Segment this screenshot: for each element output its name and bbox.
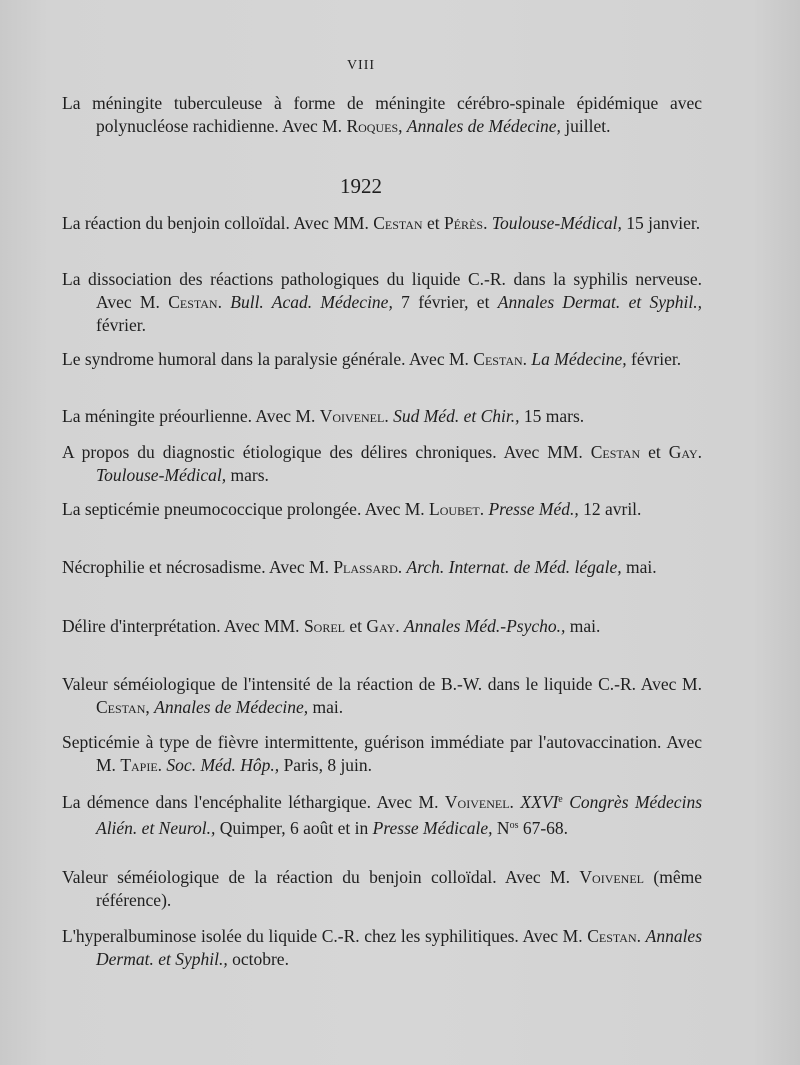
journal-title: Sud Méd. et Chir., [393, 406, 520, 426]
author-name: Cestan [587, 926, 637, 946]
journal-title: Presse Méd., [488, 499, 579, 519]
bibliography-entry-5 [62, 405, 702, 428]
entry-text: . [157, 755, 167, 775]
entry-text: mai. [565, 616, 601, 636]
entry-text: mars. [226, 465, 269, 485]
entry-text: . [483, 213, 492, 233]
entry-text: N [492, 818, 510, 838]
bibliography-entry-11 [62, 731, 702, 777]
entry-text: . [479, 499, 489, 519]
entry-text: . [697, 442, 702, 462]
entry-text: . [397, 557, 407, 577]
author-name: Cestan [373, 213, 423, 233]
bibliography-entry-2 [62, 212, 702, 235]
entry-text: mai. [308, 697, 344, 717]
entry-text: et [422, 213, 444, 233]
entry-text: octobre. [227, 949, 289, 969]
journal-title: Annales Méd.-Psycho., [404, 616, 566, 636]
author-name: Cestan [96, 697, 146, 717]
entry-text: Valeur séméiologique de l'intensité de la réaction de B.-W. dans le liquide C.-R. Avec M. [62, 674, 702, 694]
bibliography-entry-14 [62, 925, 702, 971]
entry-text: Délire d'interprétation. Avec MM. [62, 616, 304, 636]
entry-text: Le syndrome humoral dans la paralysie générale. Avec M. [62, 349, 474, 369]
author-name: Tapie [120, 755, 158, 775]
superscript: e [558, 794, 563, 805]
author-name: Cestan [473, 349, 523, 369]
author-name: Roques [346, 116, 399, 136]
bibliography-entry-4 [62, 348, 702, 371]
bibliography-entry-6 [62, 441, 702, 487]
journal-title: Annales de Médecine, [154, 697, 309, 717]
journal-title: Soc. Méd. Hôp., [166, 755, 280, 775]
bibliography-entry-9 [62, 615, 702, 638]
journal-title: Arch. Internat. de Méd. légale, [406, 557, 622, 577]
journal-title: Presse Médicale, [372, 818, 493, 838]
entry-text: 7 février, et [392, 292, 498, 312]
entry-text: et [345, 616, 367, 636]
entry-text: . [395, 616, 405, 636]
journal-title: Toulouse-Médical, [491, 213, 622, 233]
bibliography-entry-1 [62, 92, 702, 138]
entry-text: La méningite préourlienne. Avec M. [62, 406, 320, 426]
journal-title: La Médecine, [531, 349, 627, 369]
entry-text: Septicémie à type de fièvre intermittente, guérison immédiate par l'autovaccination. Avec M. [62, 732, 702, 775]
entry-text: . [384, 406, 394, 426]
bibliography-entry-3 [62, 268, 702, 337]
entry-text: , [398, 116, 407, 136]
journal-title: Toulouse-Médical, [96, 465, 227, 485]
entry-text: La démence dans l'encéphalite léthargique. Avec M. [62, 792, 445, 812]
bibliography-entry-10 [62, 673, 702, 719]
entry-text: La méningite tuberculeuse à forme de méningite cérébro-spinale épidémique avec polynucléose rachidienne. Avec M. [62, 93, 702, 136]
entry-text: Valeur séméiologique de la réaction du benjoin colloïdal. Avec M. [62, 867, 580, 887]
entry-text: La dissociation des réactions pathologiques du liquide C.-R. dans la syphilis nerveuse. Avec M. [62, 269, 702, 312]
journal-title: Annales Dermat. et Syphil., [497, 292, 703, 312]
entry-text: . [636, 926, 646, 946]
entry-text: 15 mars. [519, 406, 585, 426]
bibliography-entry-8 [62, 556, 702, 579]
journal-title: XXVI [520, 792, 559, 812]
page-number: VIII [346, 58, 376, 73]
author-name: Cestan [590, 442, 641, 462]
entry-text: juillet. [560, 116, 611, 136]
author-name: Gay [366, 616, 396, 636]
entry-text: 15 janvier. [621, 213, 701, 233]
author-name: Cestan [168, 292, 218, 312]
year-heading: 1922 [340, 174, 382, 198]
entry-text: février. [626, 349, 682, 369]
entry-text: Nécrophilie et nécrosadisme. Avec M. [62, 557, 334, 577]
journal-title: Annales Dermat. et Syphil., [96, 926, 703, 969]
entry-text: . [509, 792, 521, 812]
bibliography-entry-13 [62, 866, 702, 912]
entry-text: . [217, 292, 231, 312]
entry-text: . [522, 349, 532, 369]
bibliography-entry-12 [62, 788, 702, 840]
entry-text: mai. [621, 557, 657, 577]
entry-text: A propos du diagnostic étiologique des délires chroniques. Avec MM. [62, 442, 591, 462]
author-name: Voivenel [444, 792, 510, 812]
author-name: Loubet [429, 499, 480, 519]
author-name: Plassard [333, 557, 398, 577]
author-name: Pérès [443, 213, 484, 233]
entry-text: et [640, 442, 669, 462]
entry-text: La septicémie pneumococcique prolongée. Avec M. [62, 499, 430, 519]
author-name: Gay [668, 442, 698, 462]
entry-text: Paris, 8 juin. [279, 755, 373, 775]
author-name: Sorel [303, 616, 346, 636]
author-name: Voivenel [319, 406, 385, 426]
entry-text: , [145, 697, 155, 717]
entry-text: L'hyperalbuminose isolée du liquide C.-R. chez les syphilitiques. Avec M. [62, 926, 588, 946]
entry-text: (même référence). [96, 867, 702, 910]
journal-title: Congrès Médecins Alién. et Neurol., [96, 792, 702, 838]
entry-text: La réaction du benjoin colloïdal. Avec MM. [62, 213, 374, 233]
entry-text: février. [96, 315, 147, 335]
bibliography-entry-7 [62, 498, 702, 521]
entry-text: 67-68. [518, 818, 569, 838]
journal-title: Bull. Acad. Médecine, [230, 292, 393, 312]
journal-title: Annales de Médecine, [406, 116, 561, 136]
author-name: Voivenel [579, 867, 645, 887]
superscript: os [509, 820, 519, 831]
entry-text: Quimper, 6 août et in [215, 818, 373, 838]
entry-text: 12 avril. [578, 499, 642, 519]
